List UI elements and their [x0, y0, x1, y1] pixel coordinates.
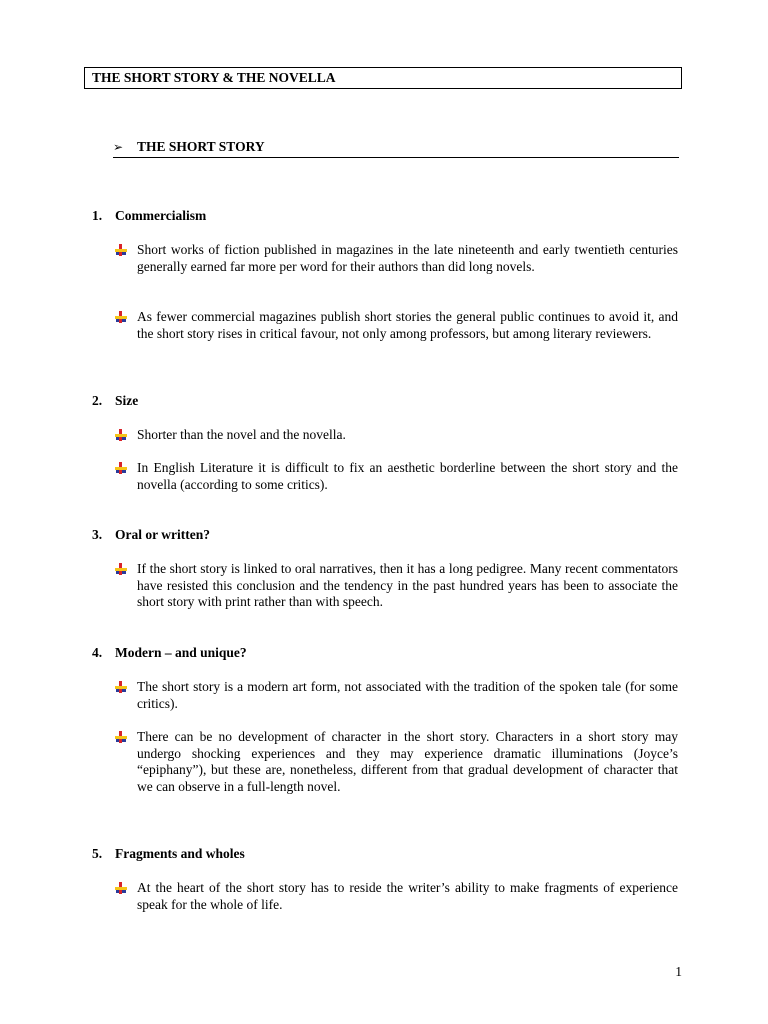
section-number: 1. — [92, 208, 103, 223]
arrowhead-icon: ➢ — [113, 140, 124, 154]
bullet-item — [114, 561, 678, 611]
section-number: 2. — [92, 393, 103, 408]
section-heading — [92, 208, 206, 224]
plus-bullet-icon — [114, 428, 128, 442]
plus-bullet-icon — [114, 680, 128, 694]
bullet-text: Shorter than the novel and the novella. — [137, 427, 346, 442]
bullet-text: There can be no development of character in the short story. Characters in a short story may undergo shocking experiences and they may experience dramatic illuminations (Joyce’s “epiphany”), but these are, nonetheless, different from that gradual development of character that we can observe in a full-length novel. — [137, 729, 678, 794]
section-title: Fragments and wholes — [115, 846, 245, 861]
bullet-text: At the heart of the short story has to reside the writer’s ability to make fragments of experience speak for the whole of life. — [137, 880, 678, 912]
bullet-text: Short works of fiction published in magazines in the late nineteenth and early twentieth centuries generally earned far more per word for their authors than did long novels. — [137, 242, 678, 274]
bullet-item — [114, 427, 678, 444]
section-title: Commercialism — [115, 208, 207, 223]
bullet-item — [114, 880, 678, 913]
section-number: 3. — [92, 527, 103, 542]
section-heading — [92, 527, 210, 543]
section-heading — [92, 645, 247, 661]
plus-bullet-icon — [114, 881, 128, 895]
bullet-text: In English Literature it is difficult to fix an aesthetic borderline between the short story and the novella (according to some critics). — [137, 460, 678, 492]
bullet-item — [114, 729, 678, 795]
section-heading — [92, 393, 138, 409]
section-number: 5. — [92, 846, 103, 861]
subheading-text: THE SHORT STORY — [137, 139, 265, 154]
bullet-item — [114, 242, 678, 275]
section-title: Modern – and unique? — [115, 645, 247, 660]
bullet-item — [114, 309, 678, 342]
document-title-box — [84, 67, 682, 89]
document-title: THE SHORT STORY & THE NOVELLA — [92, 70, 336, 85]
bullet-text: If the short story is linked to oral narratives, then it has a long pedigree. Many recent commentators have resisted this conclusion and the tendency in the past hundred years has been to associate the short story with print rather than with speech. — [137, 561, 678, 609]
page-number: 1 — [675, 964, 682, 979]
section-number: 4. — [92, 645, 103, 660]
plus-bullet-icon — [114, 461, 128, 475]
plus-bullet-icon — [114, 243, 128, 257]
plus-bullet-icon — [114, 310, 128, 324]
subheading — [113, 138, 679, 158]
section-title: Size — [115, 393, 139, 408]
bullet-text: The short story is a modern art form, not associated with the tradition of the spoken tale (for some critics). — [137, 679, 678, 711]
section-title: Oral or written? — [115, 527, 210, 542]
plus-bullet-icon — [114, 562, 128, 576]
bullet-text: As fewer commercial magazines publish short stories the general public continues to avoid it, and the short story rises in critical favour, not only among professors, but among literary reviewers. — [137, 309, 678, 341]
bullet-item — [114, 460, 678, 493]
plus-bullet-icon — [114, 730, 128, 744]
bullet-item — [114, 679, 678, 712]
section-heading — [92, 846, 245, 862]
